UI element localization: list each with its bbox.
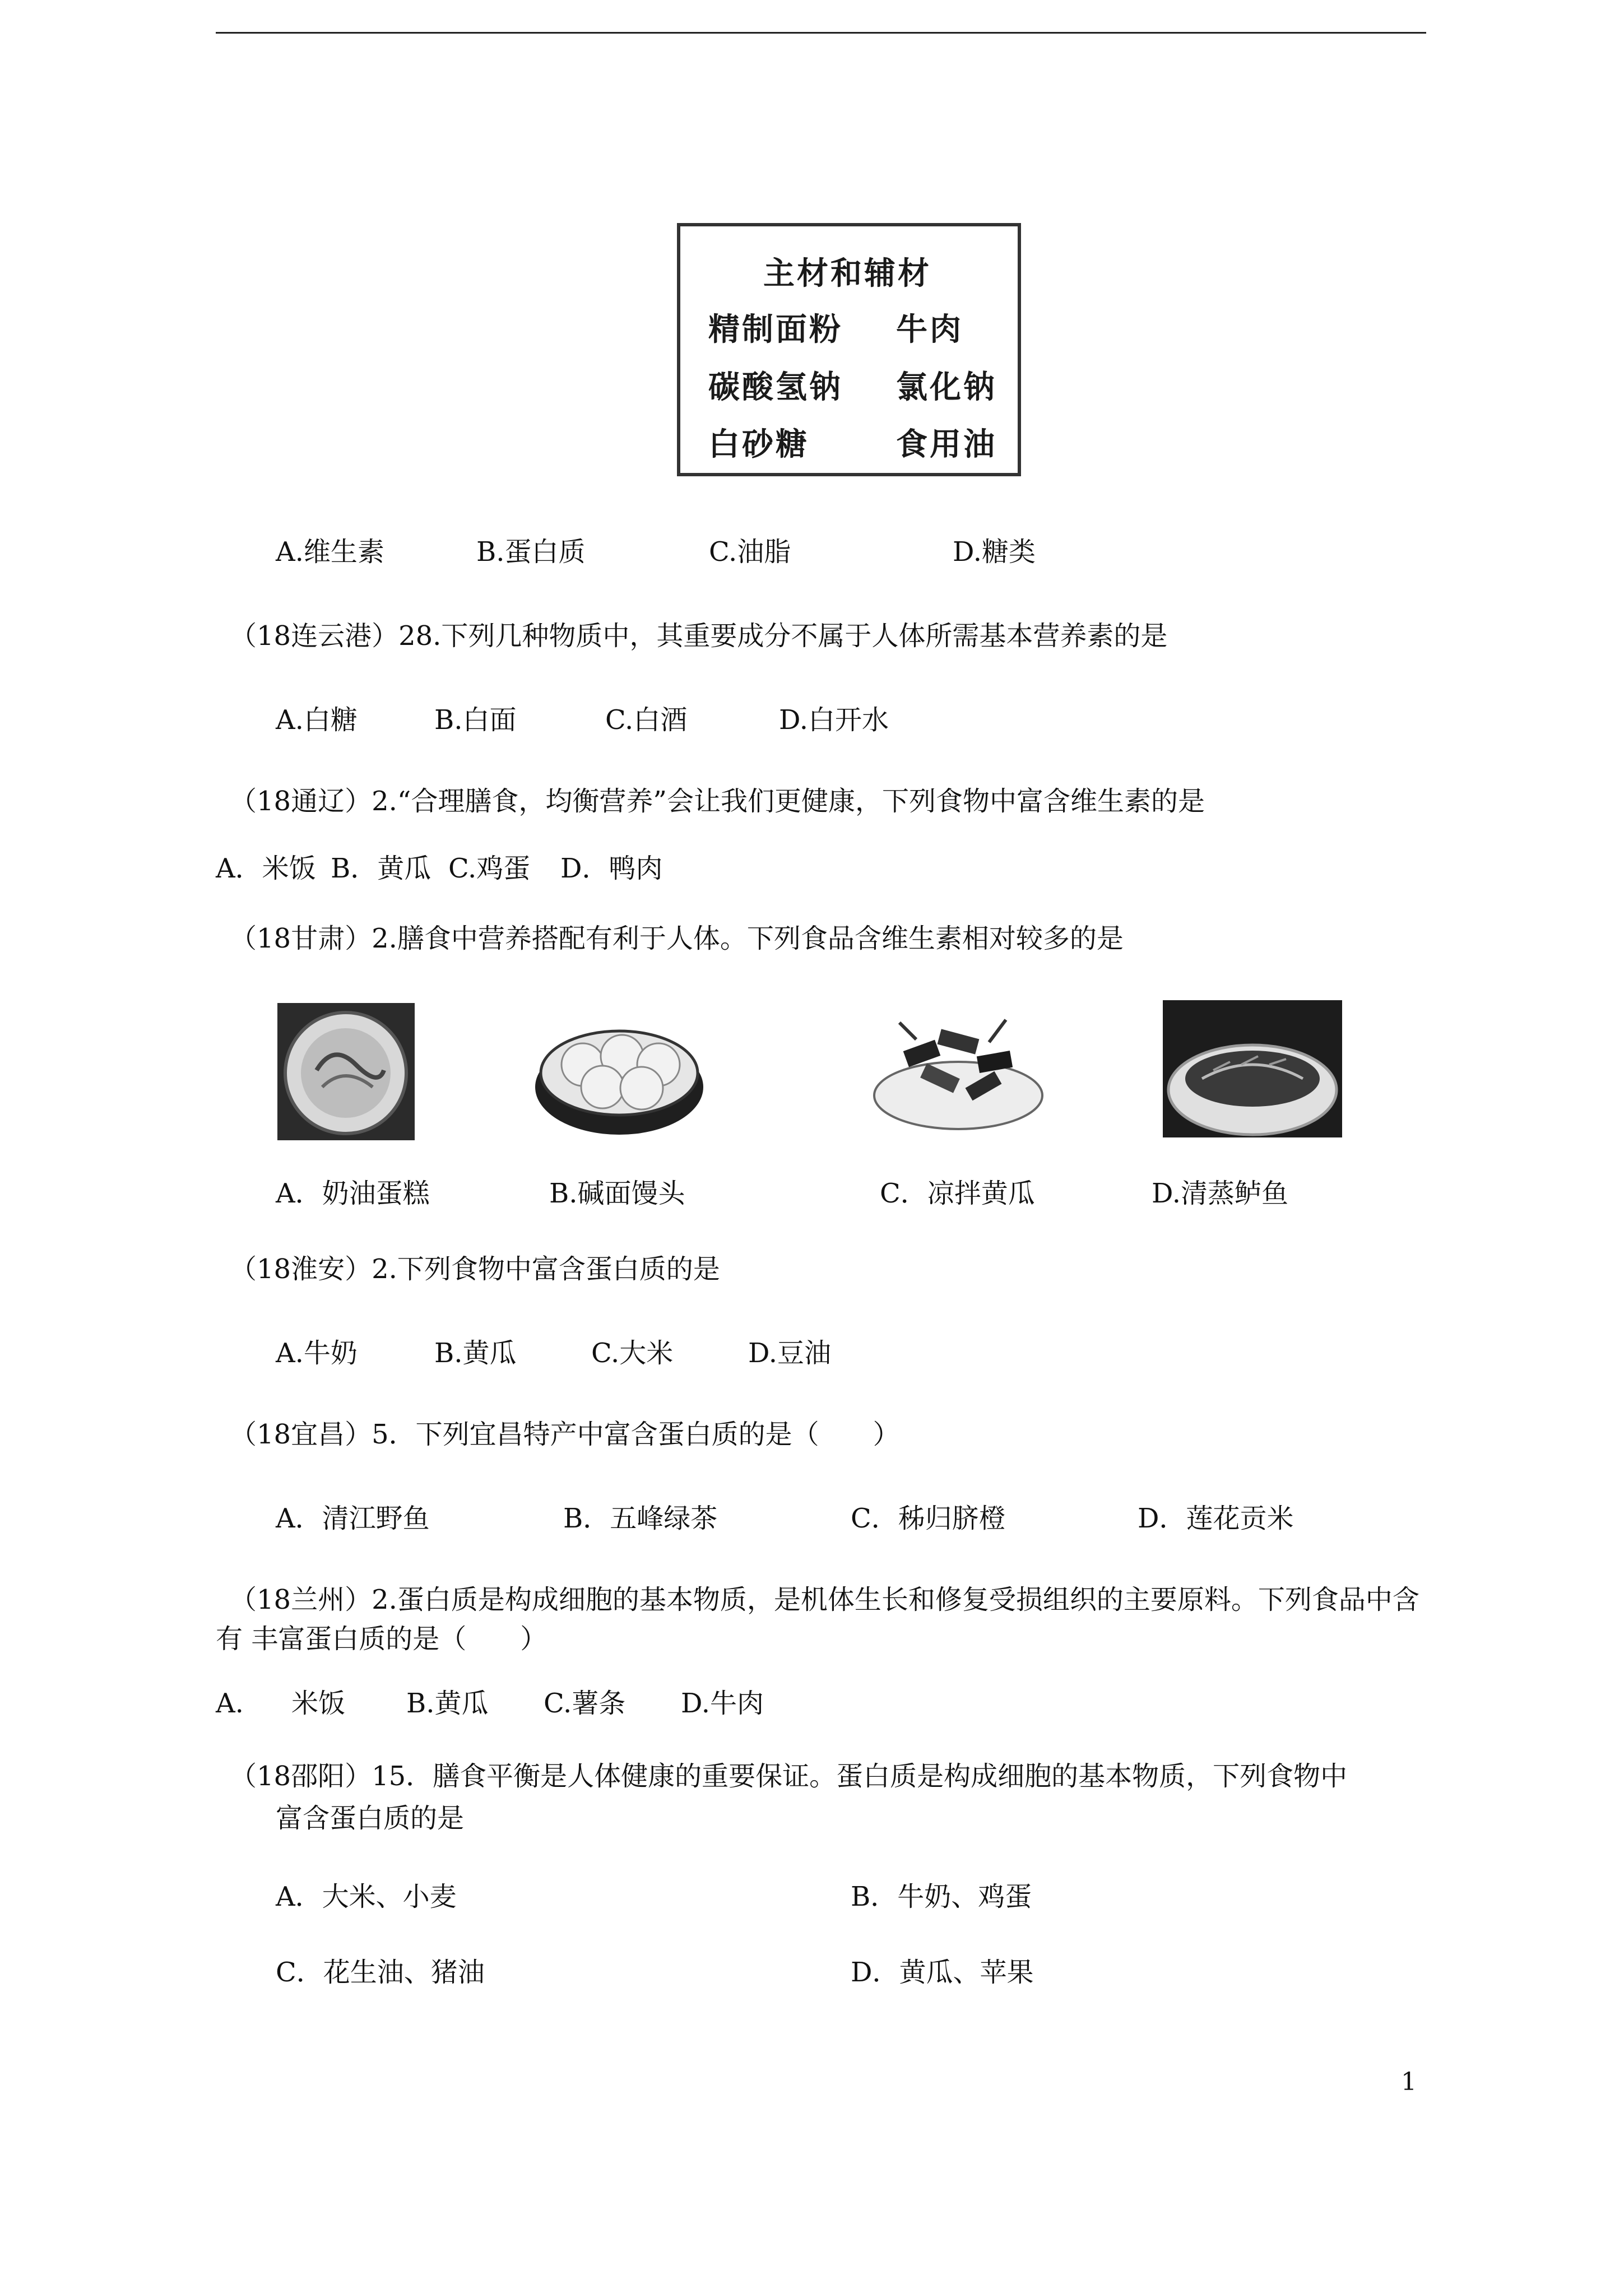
header-rule bbox=[216, 32, 1426, 34]
page-number: 1 bbox=[1401, 2068, 1417, 2096]
steamed-buns-image bbox=[530, 1003, 709, 1140]
option: A．清江野鱼 bbox=[276, 1503, 430, 1534]
question-stem: （18甘肃）2.膳食中营养搭配有利于人体。下列食品含维生素相对较多的是 bbox=[230, 923, 1124, 954]
option: B.黄瓜 bbox=[434, 1338, 517, 1369]
ingredient-item: 牛肉 bbox=[896, 312, 963, 348]
option: A．大米、小麦 bbox=[276, 1881, 457, 1912]
question-stem: （18通辽）2.“合理膳食，均衡营养”会让我们更健康，下列食物中富含维生素的是 bbox=[230, 786, 1205, 817]
steamed-fish-image bbox=[1163, 1000, 1342, 1137]
question-stem: 富含蛋白质的是 bbox=[276, 1803, 465, 1834]
ingredient-item: 氯化钠 bbox=[896, 369, 997, 406]
cream-cake-image bbox=[277, 1003, 415, 1140]
ingredient-item: 食用油 bbox=[896, 426, 997, 463]
option: A．米饭 bbox=[216, 853, 316, 884]
option: 米饭 bbox=[291, 1688, 346, 1719]
question-stem: （18淮安）2.下列食物中富含蛋白质的是 bbox=[230, 1253, 720, 1285]
option: A.白糖 bbox=[276, 704, 358, 736]
cucumber-salad-image bbox=[866, 1000, 1051, 1137]
option: B.碱面馒头 bbox=[549, 1178, 685, 1209]
option: C.大米 bbox=[591, 1338, 674, 1369]
option: A.维生素 bbox=[276, 536, 384, 568]
question-stem: （18宜昌）5．下列宜昌特产中富含蛋白质的是（ ） bbox=[230, 1419, 900, 1450]
option: C.鸡蛋 bbox=[448, 853, 531, 884]
ingredient-title: 主材和辅材 bbox=[763, 256, 931, 292]
option: D.白开水 bbox=[779, 704, 889, 736]
option: C．花生油、猪油 bbox=[276, 1957, 485, 1988]
option: B.白面 bbox=[434, 704, 517, 736]
option: A．奶油蛋糕 bbox=[276, 1178, 430, 1209]
option: C．秭归脐橙 bbox=[851, 1503, 1006, 1534]
question-stem: 有 丰富蛋白质的是（ ） bbox=[216, 1623, 547, 1655]
option: D．黄瓜、苹果 bbox=[851, 1957, 1034, 1988]
question-stem: （18邵阳）15．膳食平衡是人体健康的重要保证。蛋白质是构成细胞的基本物质，下列食物中 bbox=[230, 1761, 1348, 1792]
option: D．鸭肉 bbox=[560, 853, 663, 884]
option: C.薯条 bbox=[544, 1688, 626, 1719]
option: B.黄瓜 bbox=[406, 1688, 489, 1719]
question-stem: （18兰州）2.蛋白质是构成细胞的基本物质，是机体生长和修复受损组织的主要原料。下列食品中含 bbox=[230, 1584, 1419, 1615]
option: B．黄瓜 bbox=[331, 853, 431, 884]
option: C.油脂 bbox=[709, 536, 791, 568]
option: D．莲花贡米 bbox=[1138, 1503, 1294, 1534]
option: C.白酒 bbox=[605, 704, 688, 736]
option: D.豆油 bbox=[748, 1338, 832, 1369]
ingredient-item: 碳酸氢钠 bbox=[708, 369, 843, 406]
ingredient-item: 白砂糖 bbox=[708, 426, 809, 463]
option: B．牛奶、鸡蛋 bbox=[851, 1881, 1032, 1912]
question-stem: （18连云港）28.下列几种物质中，其重要成分不属于人体所需基本营养素的是 bbox=[230, 620, 1168, 652]
option: B．五峰绿茶 bbox=[563, 1503, 718, 1534]
option: D.牛肉 bbox=[681, 1688, 764, 1719]
option: D.糖类 bbox=[953, 536, 1036, 568]
option: B.蛋白质 bbox=[476, 536, 586, 568]
ingredient-item: 精制面粉 bbox=[708, 312, 843, 348]
option: A.牛奶 bbox=[276, 1338, 358, 1369]
option: C．凉拌黄瓜 bbox=[880, 1178, 1035, 1209]
option: A. bbox=[216, 1688, 244, 1719]
option: D.清蒸鲈鱼 bbox=[1152, 1178, 1289, 1209]
ingredient-box bbox=[677, 223, 1021, 476]
